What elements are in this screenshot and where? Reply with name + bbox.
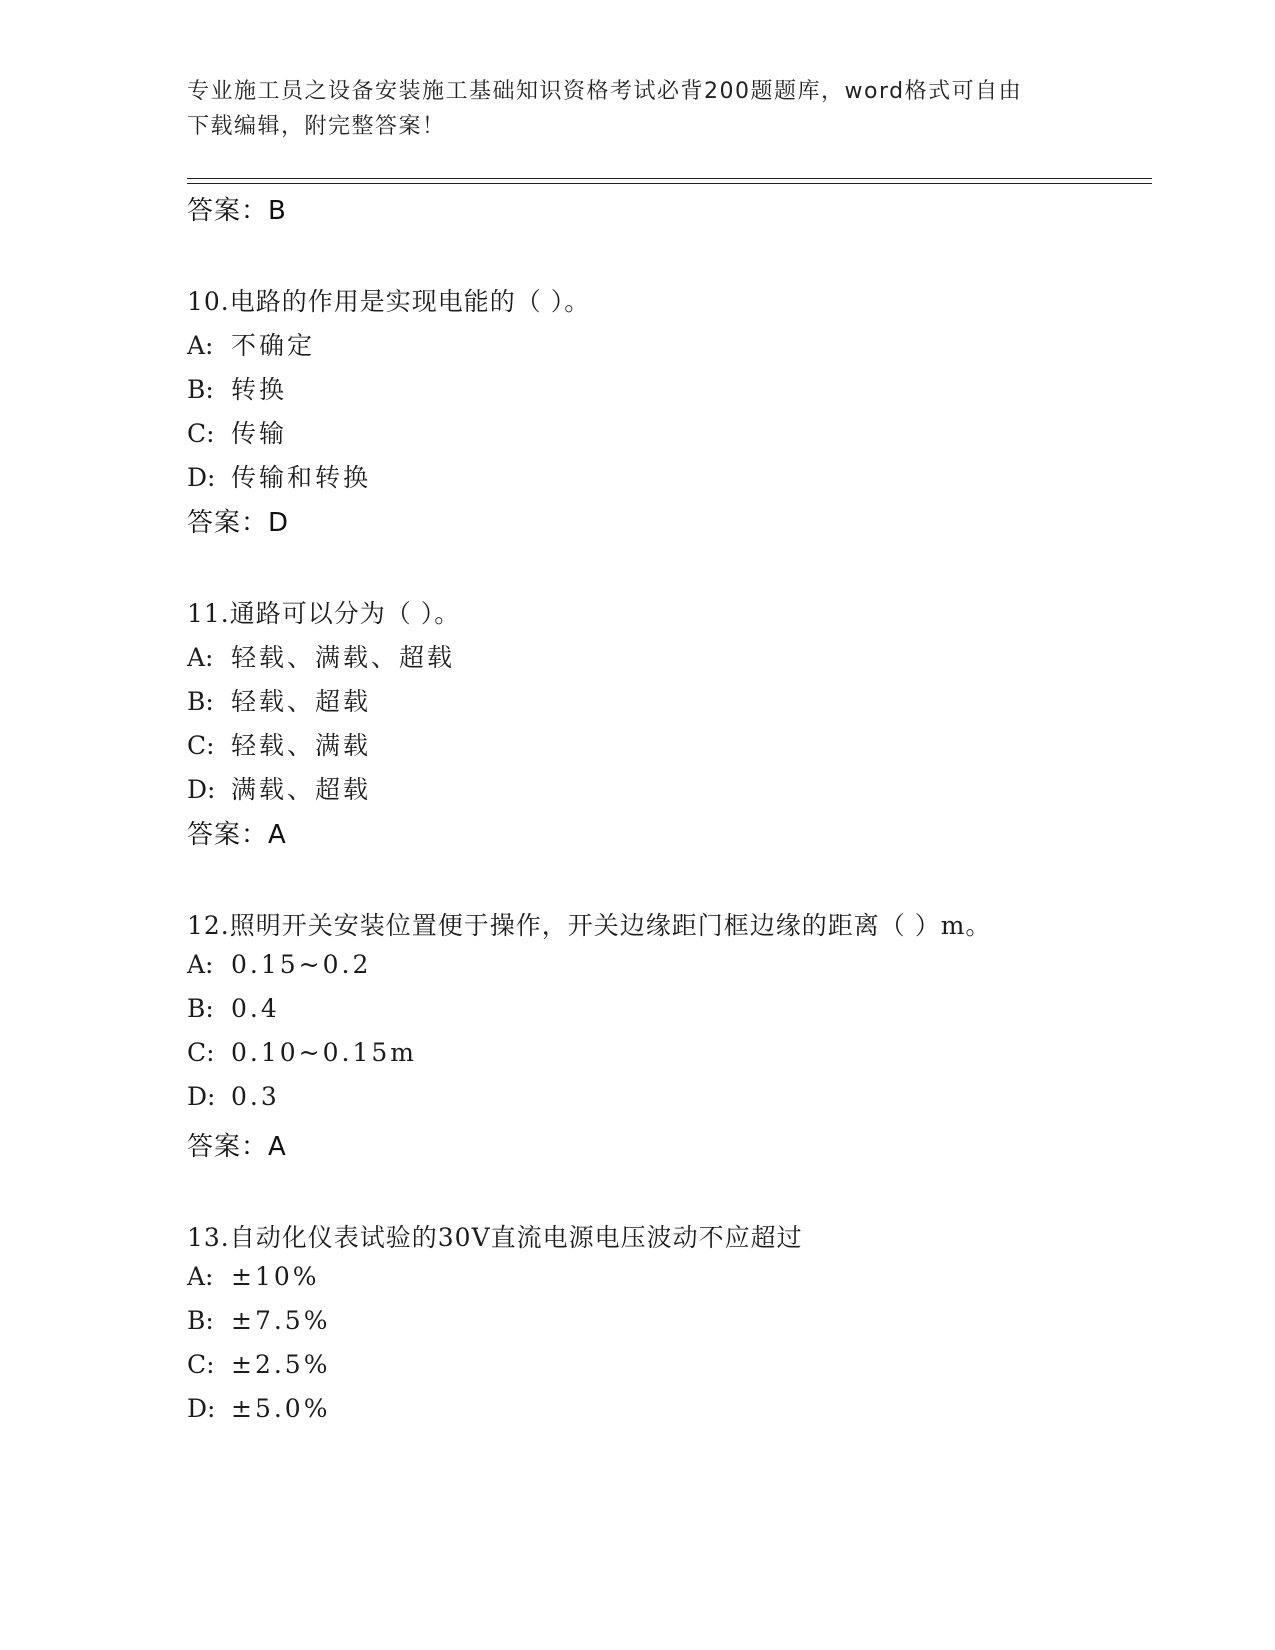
option-item [187,414,287,450]
option-key: B: [187,687,214,716]
option-item [187,994,280,1023]
option-text: 轻载、超载 [231,687,372,716]
option-item [187,770,371,806]
answer-text: 答案：A [187,820,287,850]
option-key: C: [187,731,215,760]
option-key: D: [187,1082,216,1111]
option-item [187,682,371,718]
option-text: 传输 [231,419,288,448]
answer-text: 答案：B [187,196,287,226]
option-item [187,370,287,406]
option-text: 0.15~0.2 [231,950,372,979]
option-item [187,726,371,762]
option-key: A: [187,643,214,672]
option-text: 轻载、满载、超载 [231,643,456,672]
option-key: C: [187,419,215,448]
answer-text: 答案：A [187,1132,287,1162]
option-text: ±10% [231,1262,320,1291]
document-header [187,74,1087,144]
header-line-2: 下载编辑，附完整答案！ [187,114,446,139]
option-text: 0.4 [231,994,280,1023]
option-text: 0.3 [231,1082,280,1111]
option-key: D: [187,775,216,804]
question-title: 13.自动化仪表试验的30V直流电源电压波动不应超过 [187,1223,803,1252]
question-title: 11.通路可以分为（ ）。 [187,599,461,628]
option-text: 轻载、满载 [231,731,372,760]
option-key: B: [187,994,214,1023]
option-item [187,950,371,979]
option-text: ±2.5% [231,1350,331,1379]
option-text: ±5.0% [231,1394,331,1423]
option-text: 转换 [231,375,288,404]
option-item [187,1306,330,1335]
option-key: B: [187,375,214,404]
option-item [187,1262,320,1291]
header-line-1: 专业施工员之设备安装施工基础知识资格考试必背200题题库，word格式可自由 [187,79,1023,104]
option-text: 不确定 [231,331,316,360]
option-item [187,1082,280,1111]
option-text: 传输和转换 [231,463,372,492]
option-key: B: [187,1306,214,1335]
option-item [187,326,315,362]
question-title: 10.电路的作用是实现电能的（ ）。 [187,287,591,316]
option-key: A: [187,950,214,979]
option-key: C: [187,1350,215,1379]
option-key: D: [187,1394,216,1423]
answer-text: 答案：D [187,508,290,538]
option-key: D: [187,463,216,492]
option-item [187,638,455,674]
option-item [187,458,371,494]
header-divider-bottom [187,183,1152,184]
question-title: 12.照明开关安装位置便于操作，开关边缘距门框边缘的距离（ ）m。 [187,911,992,940]
option-item [187,1038,417,1067]
option-text: 满载、超载 [231,775,372,804]
option-text: ±7.5% [231,1306,331,1335]
option-key: C: [187,1038,215,1067]
header-divider-top [187,178,1152,179]
option-key: A: [187,331,214,360]
option-item [187,1394,330,1423]
option-item [187,1350,330,1379]
option-text: 0.10~0.15m [231,1038,417,1067]
option-key: A: [187,1262,214,1291]
